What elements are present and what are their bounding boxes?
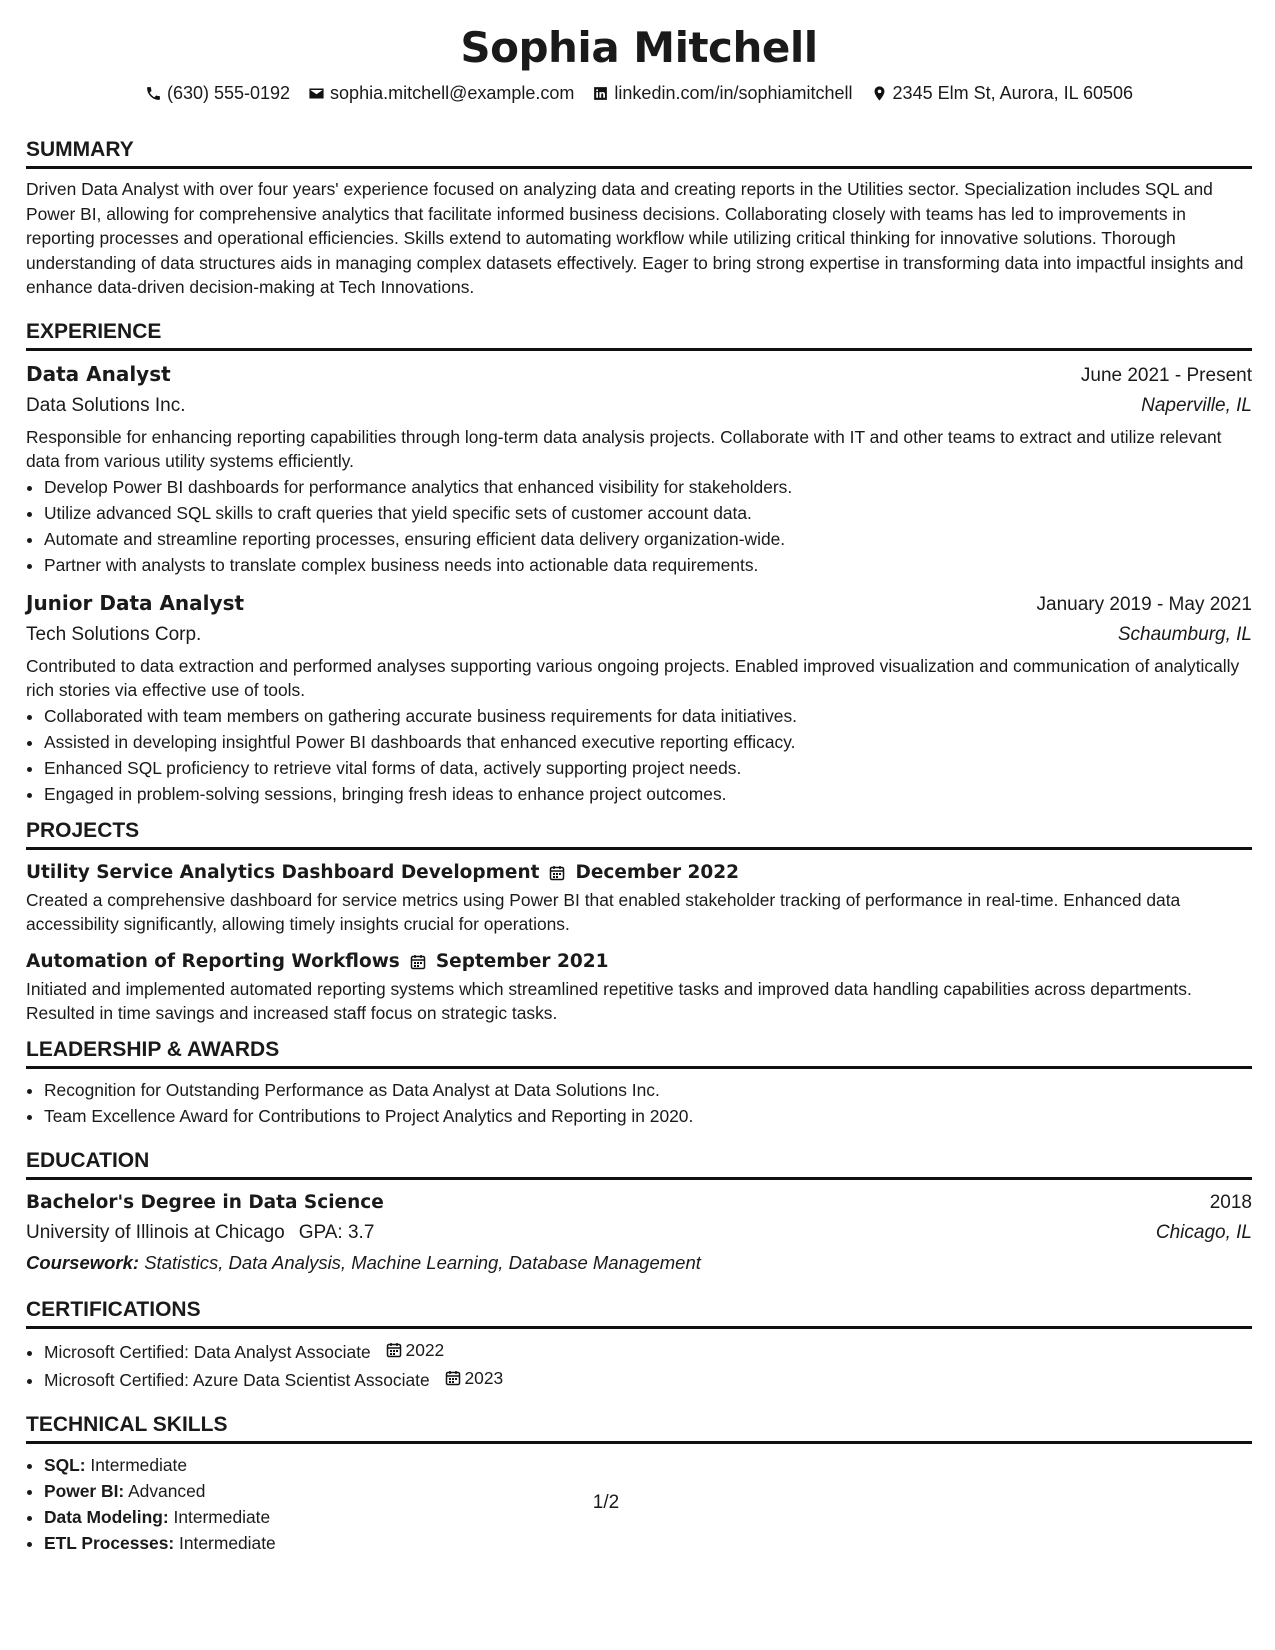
school-name: University of Illinois at Chicago — [26, 1221, 285, 1243]
gpa: GPA: 3.7 — [298, 1221, 375, 1243]
list-item: • Enhanced SQL proficiency to retrieve vital forms of data, actively supporting project needs. — [44, 755, 1252, 781]
list-item — [44, 1337, 1252, 1365]
job-entry — [26, 359, 1252, 578]
experience-section — [26, 318, 1252, 807]
project-name: Utility Service Analytics Dashboard Development — [26, 861, 540, 883]
calendar-icon — [410, 954, 426, 970]
section-title-experience: EXPERIENCE — [26, 318, 1252, 351]
project-description: Created a comprehensive dashboard for service metrics using Power BI that enabled stakeholder tracking of performance in real-time. Enhanced data accessibility significantly, allowing timely insights crucial for operations. — [26, 889, 1181, 934]
company-name: Data Solutions Inc. — [26, 394, 186, 416]
section-title-summary: SUMMARY — [26, 136, 1252, 169]
job-description: Responsible for enhancing reporting capabilities through long-term data analysis projects. Collaborate with IT and other teams to extract and utilize relevant data from various utility systems efficiently. — [26, 426, 1222, 471]
section-title-education: EDUCATION — [26, 1147, 1252, 1180]
summary-section — [26, 136, 1252, 300]
degree-name: Bachelor's Degree in Data Science — [26, 1191, 384, 1213]
page-number: 1/2 — [592, 1492, 620, 1513]
list-item: • Utilize advanced SQL skills to craft queries that yield specific sets of customer account data. — [44, 500, 1252, 526]
section-title-leadership: LEADERSHIP & AWARDS — [26, 1036, 1252, 1069]
list-item — [44, 1452, 1252, 1478]
section-title-projects: PROJECTS — [26, 817, 1252, 850]
list-item: • Recognition for Outstanding Performance as Data Analyst at Data Solutions Inc. — [44, 1077, 1252, 1103]
job-dates: January 2019 - May 2021 — [1036, 593, 1252, 615]
certification-year: 2022 — [405, 1339, 445, 1360]
candidate-name: Sophia Mitchell — [460, 23, 818, 72]
list-item: • Collaborated with team members on gathering accurate business requirements for data initiatives. — [44, 703, 1252, 729]
skill-level: Intermediate — [179, 1532, 276, 1553]
skill-name: SQL: — [44, 1454, 86, 1475]
project-name: Automation of Reporting Workflows — [26, 950, 400, 972]
certifications-list — [26, 1337, 1252, 1393]
job-title: Data Analyst — [26, 361, 171, 386]
leadership-section — [26, 1036, 1252, 1129]
contact-bar — [26, 80, 1252, 106]
awards-list — [26, 1077, 1252, 1129]
phone-icon — [145, 85, 162, 102]
job-dates: June 2021 - Present — [1080, 364, 1252, 386]
certification-year: 2023 — [464, 1367, 504, 1388]
projects-section — [26, 817, 1252, 1026]
contact-linkedin[interactable] — [592, 80, 852, 106]
project-date: December 2022 — [575, 861, 740, 883]
job-location: Naperville, IL — [1141, 394, 1252, 416]
graduation-year: 2018 — [1209, 1191, 1252, 1213]
list-item: • Develop Power BI dashboards for performance analytics that enhanced visibility for stakeholders. — [44, 474, 1252, 500]
contact-address — [871, 80, 1134, 106]
linkedin-icon — [592, 85, 609, 102]
list-item: • Automate and streamline reporting processes, ensuring efficient data delivery organization-wide. — [44, 526, 1252, 552]
job-description: Contributed to data extraction and performed analyses supporting various ongoing projects. Enabled improved visualization and communication of analytically rich stories via effective use of tools. — [26, 655, 1240, 700]
calendar-icon — [549, 865, 565, 881]
skill-level: Intermediate — [173, 1506, 271, 1527]
list-item: • Engaged in problem-solving sessions, bringing fresh ideas to enhance project outcomes. — [44, 781, 1252, 807]
resume-page — [26, 0, 1252, 1556]
skill-level: Intermediate — [90, 1454, 188, 1475]
skill-name: ETL Processes: — [44, 1532, 175, 1553]
certification-name: Microsoft Certified: Data Analyst Associate — [44, 1341, 371, 1362]
calendar-icon — [445, 1370, 461, 1386]
coursework — [26, 1248, 1252, 1278]
list-item — [44, 1365, 1252, 1393]
envelope-icon — [308, 85, 325, 102]
skill-name: Power BI: — [44, 1480, 125, 1501]
summary-text: Driven Data Analyst with over four years' experience focused on analyzing data and creating reports in the Utilities sector. Specialization includes SQL and Power BI, allowing for comprehensive analytics that facilitate informed business decisions. Collaborating closely with teams has led to improvements in reporting processes and operational efficiencies. Skills extend to automating workflow while utilizing critical thinking for innovative solutions. Thorough understanding of data structures aids in managing complex datasets effectively. Eager to bring strong expertise in transforming data into impactful insights and enhance data-driven decision-making at Tech Innovations. — [26, 179, 1244, 297]
coursework-list: Statistics, Data Analysis, Machine Learning, Database Management — [144, 1251, 701, 1273]
job-entry — [26, 588, 1252, 807]
email-text[interactable]: sophia.mitchell@example.com — [330, 83, 575, 103]
skills-section — [26, 1411, 1252, 1556]
list-item: • Assisted in developing insightful Power BI dashboards that enhanced executive reporting efficacy. — [44, 729, 1252, 755]
phone-text: (630) 555-0192 — [166, 83, 291, 103]
coursework-label: Coursework: — [26, 1251, 140, 1273]
certification-name: Microsoft Certified: Azure Data Scientist Associate — [44, 1369, 430, 1390]
project-entry — [26, 947, 1252, 1026]
list-item: • Team Excellence Award for Contributions to Project Analytics and Reporting in 2020. — [44, 1103, 1252, 1129]
certifications-section — [26, 1296, 1252, 1393]
skill-name: Data Modeling: — [44, 1506, 169, 1527]
section-title-skills: TECHNICAL SKILLS — [26, 1411, 1252, 1444]
linkedin-text[interactable]: linkedin.com/in/sophiamitchell — [614, 83, 853, 103]
list-item: • Partner with analysts to translate complex business needs into actionable data requirements. — [44, 552, 1252, 578]
location-pin-icon — [871, 85, 888, 102]
project-entry — [26, 858, 1252, 937]
contact-email[interactable] — [308, 80, 574, 106]
address-text: 2345 Elm St, Aurora, IL 60506 — [892, 83, 1134, 103]
contact-phone — [145, 80, 290, 106]
skill-level: Advanced — [128, 1480, 206, 1501]
section-title-certifications: CERTIFICATIONS — [26, 1296, 1252, 1329]
company-name: Tech Solutions Corp. — [26, 623, 202, 645]
calendar-icon — [386, 1342, 402, 1358]
education-section — [26, 1147, 1252, 1278]
job-location: Schaumburg, IL — [1117, 623, 1252, 645]
job-bullets — [26, 703, 1252, 807]
job-title: Junior Data Analyst — [26, 590, 245, 615]
project-description: Initiated and implemented automated reporting systems which streamlined repetitive tasks and improved data handling capabilities across departments. Resulted in time savings and increased staff focus on strategic tasks. — [26, 978, 1192, 1023]
job-bullets — [26, 474, 1252, 578]
school-location: Chicago, IL — [1155, 1221, 1252, 1243]
project-date: September 2021 — [435, 950, 609, 972]
list-item — [44, 1530, 1252, 1556]
